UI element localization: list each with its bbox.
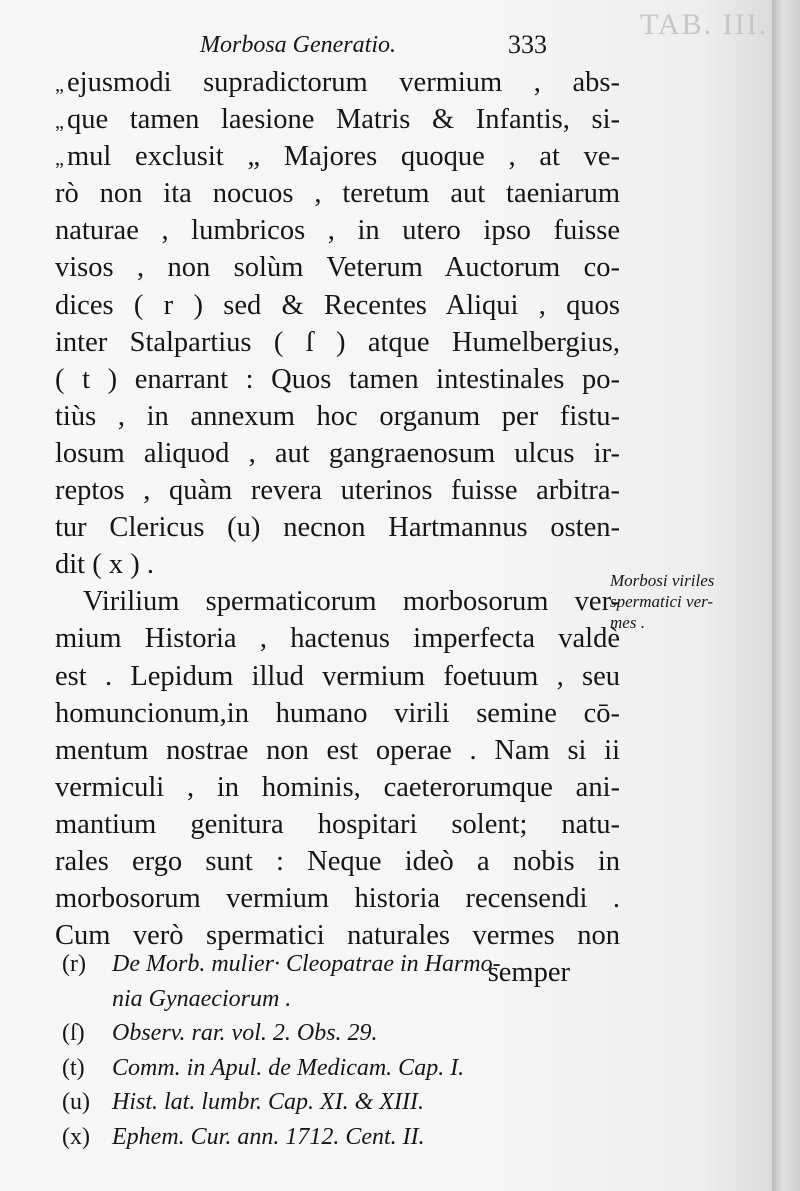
marginal-note: [610, 570, 770, 633]
quote-marker: „: [55, 148, 64, 171]
catchword: semper: [487, 957, 570, 989]
quote-marker: „: [55, 111, 64, 134]
text-line: tur Clericus (u) necnon Hartmannus osten-: [55, 512, 620, 544]
text-line-content: ejusmodi supradictorum vermium , abs-: [67, 67, 620, 98]
text-line: inter Stalpartius ( ſ ) atque Humelbergius,: [55, 326, 620, 358]
footnote: [62, 1120, 622, 1155]
text-line: dices ( r ) sed & Recentes Aliqui , quos: [55, 289, 620, 321]
footnote-text: nia Gynaeciorum .: [112, 985, 292, 1012]
text-line-content: mul exclusit „ Majores quoque , at ve-: [67, 141, 620, 173]
text-line: reptos , quàm revera uterinos fuisse arbitra-: [55, 475, 620, 507]
text-line: morbosorum vermium historia recensendi .: [55, 883, 620, 915]
text-line: losum aliquod , aut gangraenosum ulcus ir-: [55, 437, 620, 469]
text-line: mentum nostrae non est operae . Nam si ii: [55, 734, 620, 766]
footnote-key: (u): [62, 1089, 90, 1115]
footnote-text: Comm. in Apul. de Medicam. Cap. I.: [112, 1054, 465, 1081]
text-line: [55, 138, 620, 175]
text-line: vermiculi , in hominis, caeterorumque ani-: [55, 771, 620, 803]
footnote-key: (r): [62, 951, 86, 977]
page-number: 333: [508, 30, 547, 59]
text-line: mantium genitura hospitari solent; natu-: [55, 808, 620, 840]
footnote-key: (t): [62, 1054, 85, 1081]
footnote-continuation: [62, 982, 622, 1017]
marginal-note-line: mes .: [610, 613, 645, 632]
text-line: [55, 101, 620, 138]
footnote: [62, 947, 622, 982]
text-line: Cum verò spermatici naturales vermes non: [55, 920, 620, 952]
footnote-text: Hist. lat. lumbr. Cap. XI. & XIII.: [112, 1089, 424, 1115]
text-line: tiùs , in annexum hoc organum per fistu-: [55, 400, 620, 432]
text-line: visos , non solùm Veterum Auctorum co-: [55, 252, 620, 284]
footnote-text: Ephem. Cur. ann. 1712. Cent. II.: [112, 1123, 425, 1150]
marginal-note-line: Morbosi viriles: [610, 571, 715, 590]
page-spine-edge: [772, 0, 800, 1191]
text-line: ( t ) enarrant : Quos tamen intestinales po-: [55, 363, 620, 395]
text-line: est . Lepidum illud vermium foetuum , seu: [55, 660, 620, 692]
quote-marker: „: [55, 74, 64, 96]
footnote: [62, 1085, 622, 1120]
text-line: naturae , lumbricos , in utero ipso fuisse: [55, 215, 620, 247]
footnote-text: De Morb. mulier· Cleopatrae in Harmo-: [112, 951, 501, 977]
footnote-key: (ſ): [62, 1020, 85, 1046]
text-line: homuncionum,in humano virili semine cō-: [55, 697, 620, 729]
running-title: Morbosa Generatio.: [200, 32, 396, 58]
text-line: rales ergo sunt : Neque ideò a nobis in: [55, 845, 620, 877]
footnotes: [62, 947, 622, 1154]
main-text-block: [55, 64, 620, 991]
bleed-through-text: TAB. III.: [640, 8, 769, 41]
marginal-note-line: spermatici ver-: [610, 592, 714, 611]
text-line: [55, 64, 620, 101]
text-line: dit ( x ) .: [55, 549, 154, 581]
paragraph-start-line: Virilium spermaticorum morbosorum ver-: [83, 586, 620, 618]
footnote-text: Observ. rar. vol. 2. Obs. 29.: [112, 1020, 378, 1046]
text-line: mium Historia , hactenus imperfecta valdè: [55, 623, 620, 655]
footnote: [62, 1016, 622, 1051]
footnote-key: (x): [62, 1123, 90, 1150]
footnote: [62, 1051, 622, 1086]
text-line: rò non ita nocuos , teretum aut taeniarum: [55, 178, 620, 210]
text-line-content: que tamen laesione Matris & Infantis, si-: [67, 104, 620, 136]
